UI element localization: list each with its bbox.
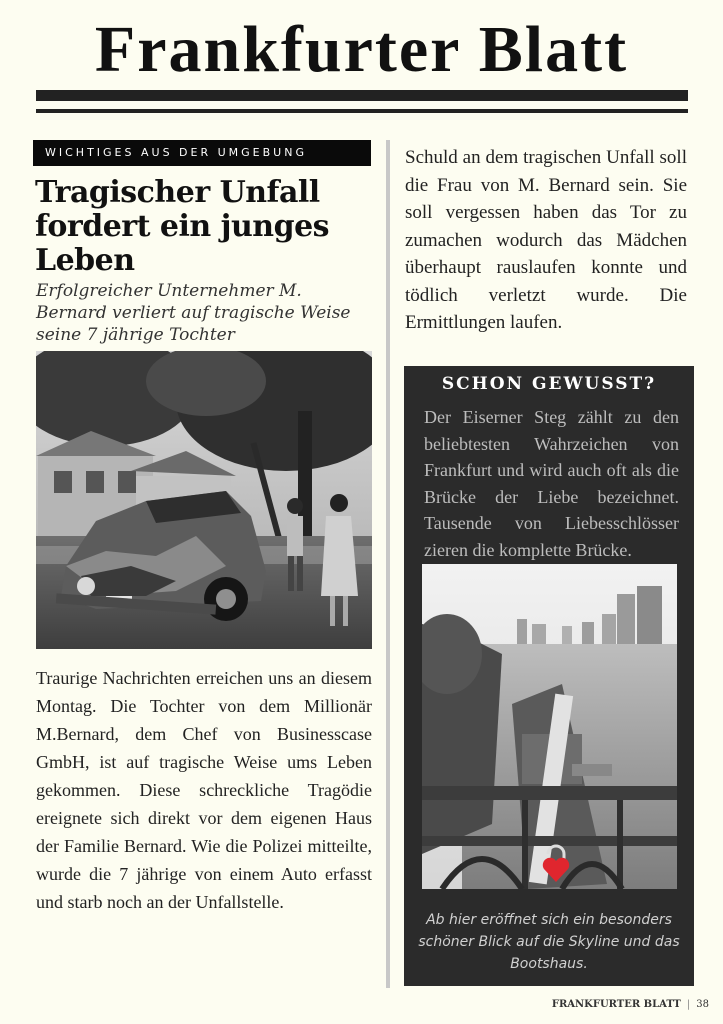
masthead-rule-thick xyxy=(36,90,688,101)
article-body-right: Schuld an dem tragischen Unfall soll die Frau von M. Bernard sein. Sie soll vergessen haben das Tor zu zumachen wodurch das Mädchen überhaupt rauslaufen konnte und tödlich verletzt wurde. Die Ermittlungen laufen. xyxy=(405,147,687,333)
river-bridge-photo xyxy=(422,564,677,889)
masthead-rule-thin xyxy=(36,109,688,113)
photo-caption: Ab hier eröffnet sich ein besonders schöner Blick auf die Skyline und das Bootshaus. xyxy=(418,912,680,972)
did-you-know-text: Der Eiserner Steg zählt zu den beliebtesten Wahrzeichen von Frankfurt und wird auch oft als die Brücke der Liebe bezeichnet. Tausende von Liebesschlösser zieren die komplette Brücke. xyxy=(424,407,679,560)
article-headline: Tragischer Unfall fordert ein junges Leben xyxy=(35,175,330,278)
did-you-know-title: SCHON GEWUSST? xyxy=(441,374,657,394)
did-you-know-box xyxy=(404,366,694,986)
column-divider xyxy=(386,140,390,988)
masthead-title: Frankfurter Blatt xyxy=(94,13,629,86)
page-number: 38 xyxy=(696,999,709,1010)
section-label: WICHTIGES AUS DER UMGEBUNG xyxy=(33,140,371,166)
page-footer xyxy=(552,999,709,1010)
car-crash-photo xyxy=(36,351,372,649)
footer-brand: FRANKFURTER BLATT xyxy=(551,999,681,1010)
article-body-left: Traurige Nachrichten erreichen uns an diesem Montag. Die Tochter von dem Millionär M.Bernard, dem Chef von Businesscase GmbH, ist auf tragische Weise ums Leben gekommen. Diese schreckliche Tragödie ereignete sich direkt vor dem eigenen Haus der Familie Bernard. Wie die Polizei mitteilte, wurde die 7 jährige von einem Auto erfasst und starb noch an der Unfallstelle. xyxy=(36,668,372,912)
footer-separator: | xyxy=(686,999,691,1010)
article-subhead: Erfolgreicher Unternehmer M. Bernard verliert auf tragische Weise seine 7 jährige Tochter xyxy=(36,281,351,345)
